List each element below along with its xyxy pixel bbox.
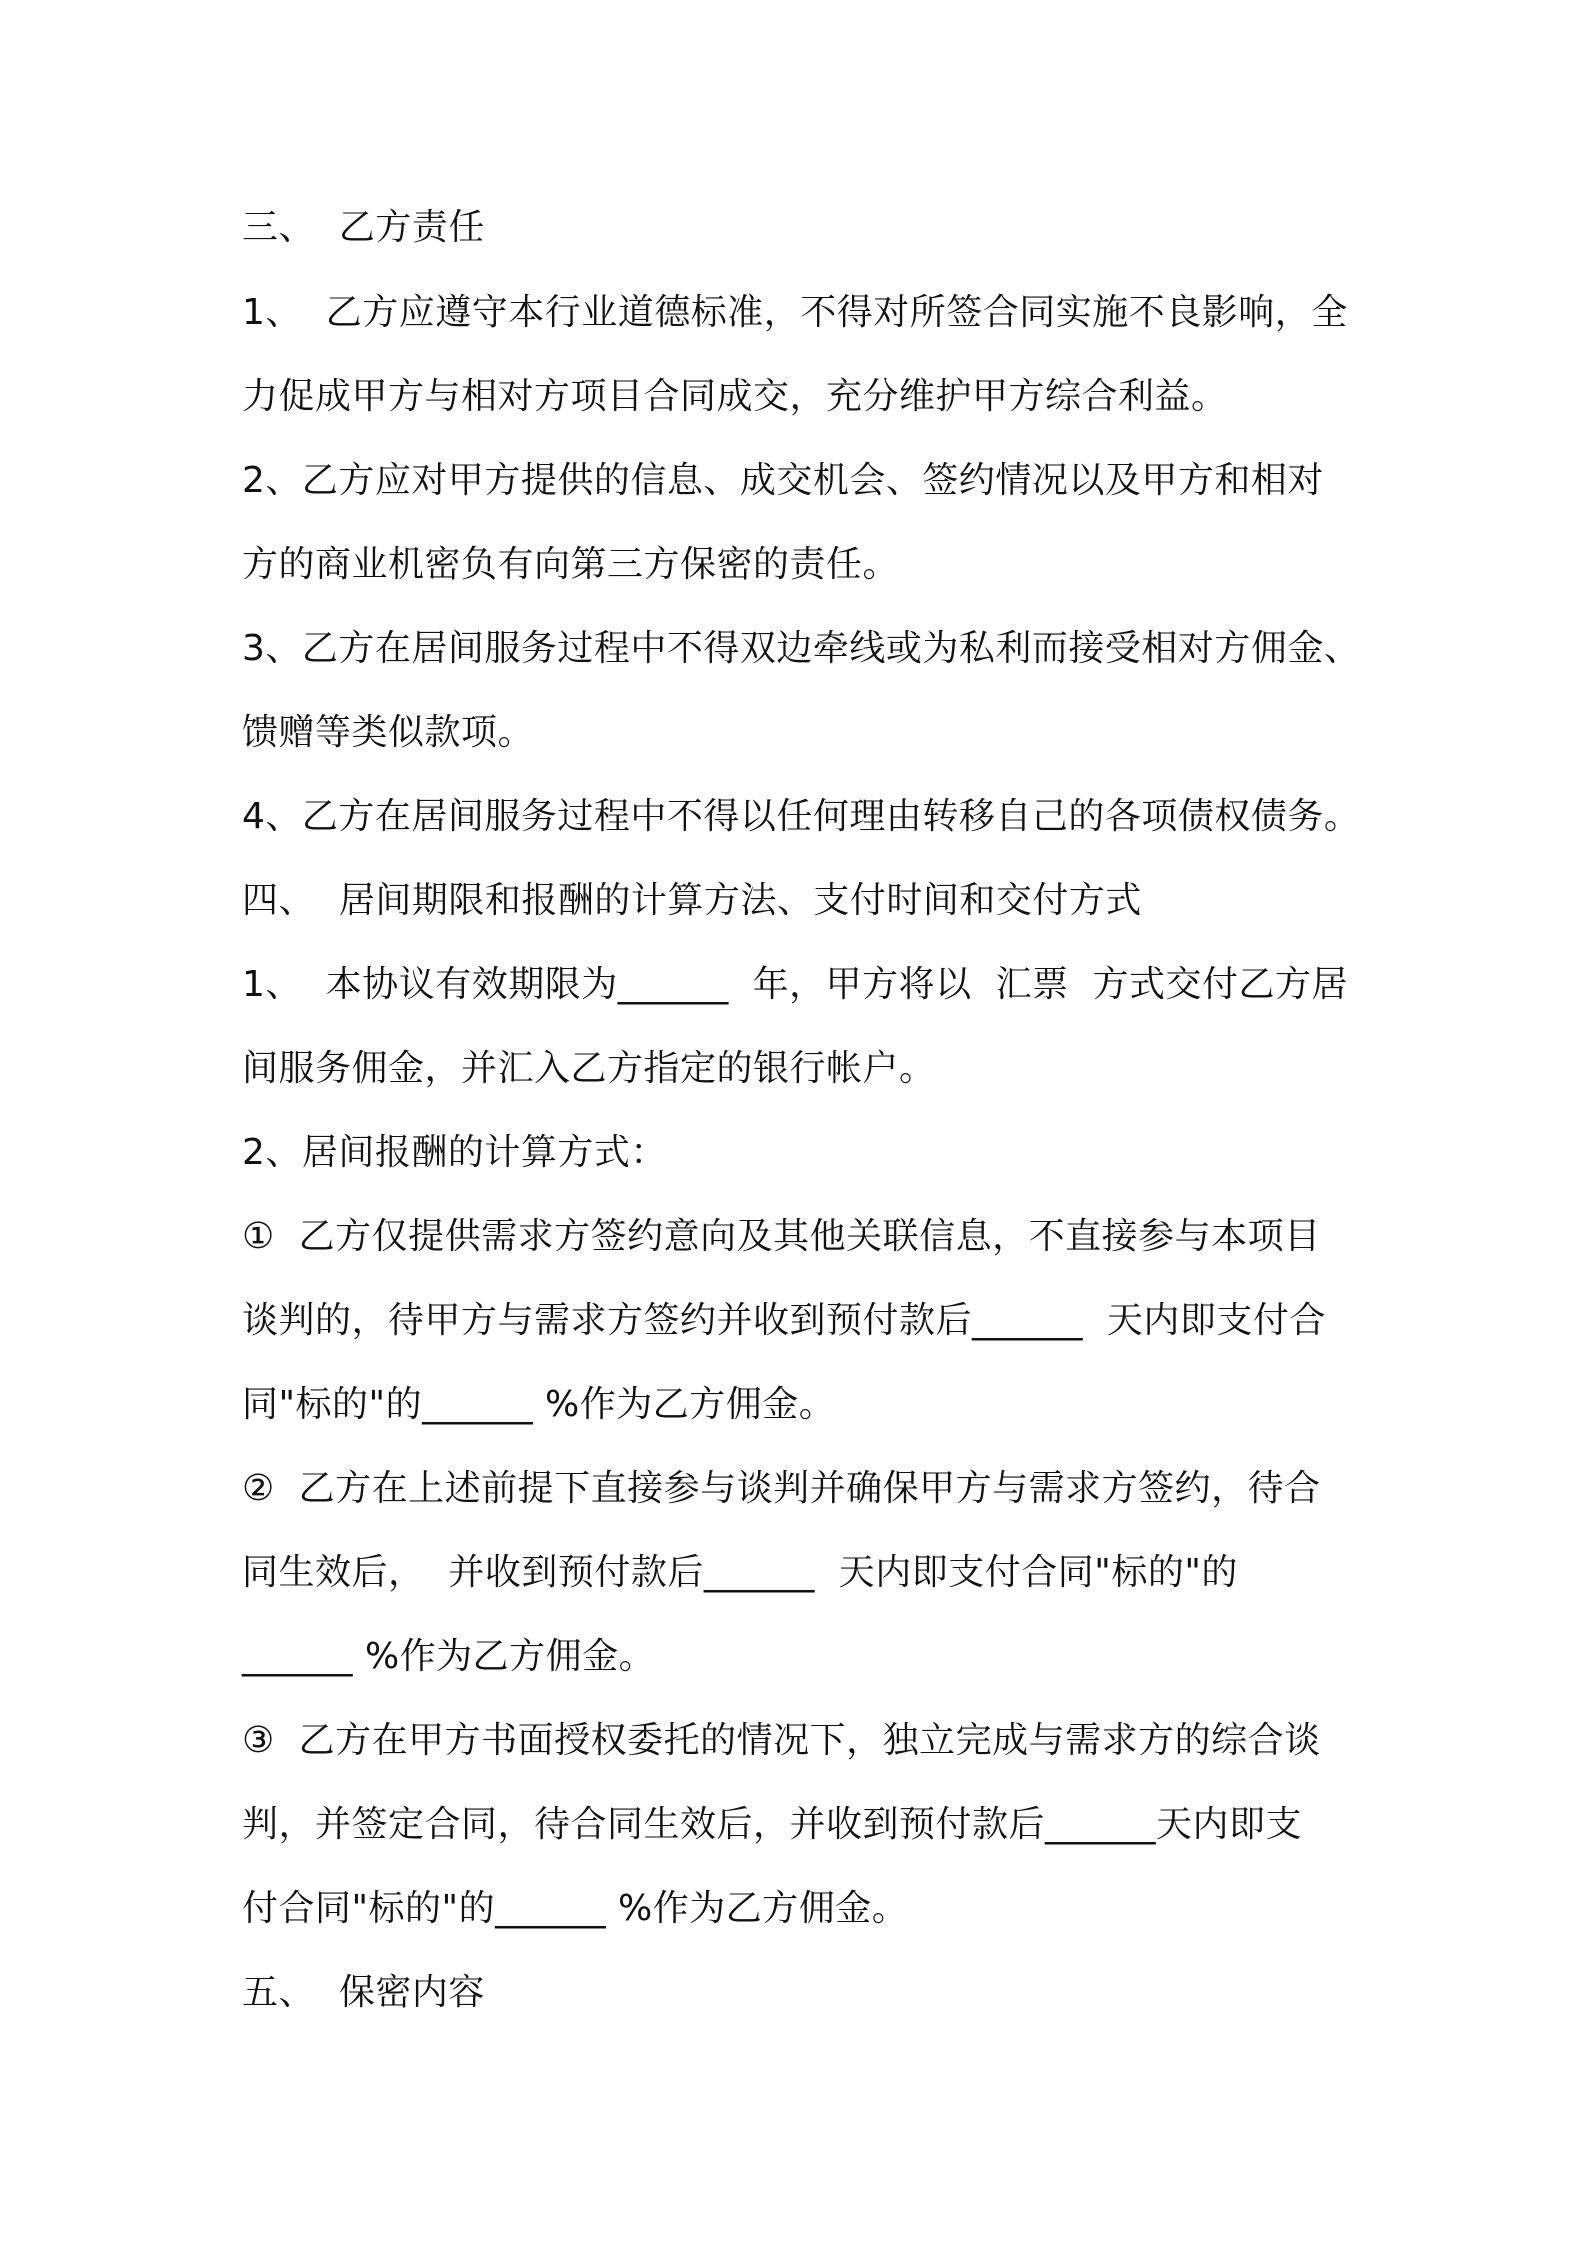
section-heading-4: 四、 居间期限和报酬的计算方法、支付时间和交付方式 xyxy=(242,880,1142,921)
paragraph-line: 付合同"标的"的______ %作为乙方佣金。 xyxy=(242,1888,909,1929)
paragraph-line: 同生效后， 并收到预付款后______ 天内即支付合同"标的"的 xyxy=(242,1552,1238,1593)
paragraph-line: ① 乙方仅提供需求方签约意向及其他关联信息，不直接参与本项目 xyxy=(242,1216,1321,1257)
paragraph-line: 方的商业机密负有向第三方保密的责任。 xyxy=(242,544,900,585)
paragraph-line: 1、 乙方应遵守本行业道德标准，不得对所签合同实施不良影响，全 xyxy=(242,292,1348,333)
paragraph-line: 1、 本协议有效期限为______ 年，甲方将以 汇票 方式交付乙方居 xyxy=(242,964,1348,1005)
paragraph-line: 4、乙方在居间服务过程中不得以任何理由转移自己的各项债权债务。 xyxy=(242,796,1361,837)
paragraph-line: ② 乙方在上述前提下直接参与谈判并确保甲方与需求方签约，待合 xyxy=(242,1468,1321,1509)
paragraph-line: ③ 乙方在甲方书面授权委托的情况下，独立完成与需求方的综合谈 xyxy=(242,1720,1321,1761)
paragraph-line: 同"标的"的______ %作为乙方佣金。 xyxy=(242,1384,836,1425)
section-heading-5: 五、 保密内容 xyxy=(242,1972,485,2013)
paragraph-line: 2、居间报酬的计算方式： xyxy=(242,1132,667,1173)
paragraph-line: 馈赠等类似款项。 xyxy=(242,712,535,753)
paragraph-line: 力促成甲方与相对方项目合同成交，充分维护甲方综合利益。 xyxy=(242,376,1228,417)
paragraph-line: 间服务佣金，并汇入乙方指定的银行帐户。 xyxy=(242,1048,936,1089)
paragraph-line: 谈判的，待甲方与需求方签约并收到预付款后______ 天内即支付合 xyxy=(242,1300,1326,1341)
section-heading-3: 三、 乙方责任 xyxy=(242,207,485,248)
paragraph-line: 2、乙方应对甲方提供的信息、成交机会、签约情况以及甲方和相对 xyxy=(242,460,1324,501)
paragraph-line: 3、乙方在居间服务过程中不得双边牵线或为私利而接受相对方佣金、 xyxy=(242,628,1361,669)
paragraph-line: ______ %作为乙方佣金。 xyxy=(242,1636,656,1677)
paragraph-line: 判，并签定合同，待合同生效后，并收到预付款后______天内即支 xyxy=(242,1804,1303,1845)
